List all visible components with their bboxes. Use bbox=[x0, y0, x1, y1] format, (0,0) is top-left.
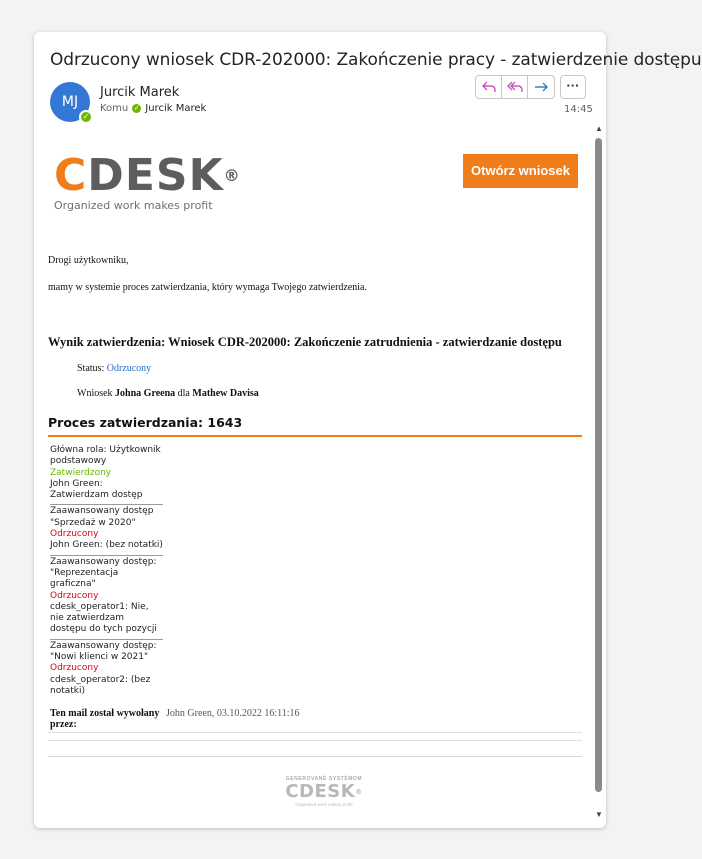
request-for: Mathew Davisa bbox=[192, 388, 259, 399]
divider bbox=[48, 756, 582, 757]
status-label: Status: bbox=[77, 363, 105, 374]
open-request-button[interactable]: Otwórz wniosek bbox=[463, 154, 578, 188]
logo-tagline: Organized work makes profit bbox=[54, 199, 213, 212]
reply-all-button[interactable] bbox=[502, 76, 528, 98]
to-label: Komu bbox=[100, 103, 129, 114]
recipient-row bbox=[100, 103, 206, 114]
sender-name[interactable]: Jurcik Marek bbox=[100, 85, 180, 100]
approval-step: Zaawansowany dostęp: "Reprezentacja graficzna" Odrzucony cdesk_operator1: Nie, nie zatwierdzam dostępu do tych pozycji bbox=[50, 556, 163, 640]
divider bbox=[48, 740, 582, 741]
scrollbar-thumb[interactable] bbox=[595, 138, 602, 792]
process-title: Proces zatwierdzania: 1643 bbox=[48, 415, 243, 430]
approval-step: Zaawansowany dostęp: "Nowi klienci w 2021" Odrzucony cdesk_operator2: (bez notatki) bbox=[50, 640, 163, 700]
forward-button[interactable] bbox=[528, 76, 554, 98]
request-from: Johna Greena bbox=[115, 388, 176, 399]
step-state: Odrzucony bbox=[50, 529, 99, 540]
message-card bbox=[34, 32, 702, 828]
approval-steps bbox=[50, 444, 163, 700]
message-time: 14:45 bbox=[564, 104, 593, 115]
reply-button[interactable] bbox=[476, 76, 502, 98]
scroll-down-arrow-icon[interactable]: ▼ bbox=[595, 810, 603, 819]
approval-step: Zaawansowany dostęp "Sprzedaż w 2020" Odrzucony John Green: (bez notatki) bbox=[50, 505, 163, 555]
presence-available-icon: ✓ bbox=[79, 110, 93, 124]
scroll-up-arrow-icon[interactable]: ▲ bbox=[595, 124, 603, 133]
step-state: Odrzucony bbox=[50, 663, 99, 674]
step-state: Odrzucony bbox=[50, 590, 99, 601]
triggered-by-label: Ten mail został wywołany przez: bbox=[50, 708, 160, 730]
triggered-by-value: John Green, 03.10.2022 16:11:16 bbox=[166, 708, 300, 719]
recipient-presence-icon: ✓ bbox=[133, 104, 140, 112]
message-subject: Odrzucony wniosek CDR-202000: Zakończenie pracy - zatwierdzenie dostępu bbox=[50, 50, 702, 70]
reply-all-icon bbox=[507, 81, 523, 93]
greeting-text: Drogi użytkowniku, bbox=[48, 255, 129, 266]
more-icon: ··· bbox=[566, 78, 580, 93]
vertical-scrollbar[interactable] bbox=[594, 124, 604, 824]
recipient-name[interactable]: Jurcik Marek bbox=[145, 103, 207, 114]
intro-text: mamy w systemie proces zatwierdzania, który wymaga Twojego zatwierdzenia. bbox=[48, 282, 367, 293]
status-value: Odrzucony bbox=[106, 363, 152, 374]
result-title: Wynik zatwierdzenia: Wniosek CDR-202000: Zakończenie zatrudnienia - zatwierdzanie dostępu bbox=[48, 335, 562, 349]
footer-logo: GENEROVANÉ SYSTÉMOM CDESK® Organized work makes profit bbox=[285, 776, 363, 807]
divider bbox=[48, 732, 582, 733]
forward-icon bbox=[534, 81, 548, 93]
more-actions-button[interactable] bbox=[560, 75, 586, 99]
approval-step: Główna rola: Użytkownik podstawowy Zatwierdzony John Green: Zatwierdzam dostęp bbox=[50, 444, 163, 505]
sender-avatar[interactable]: MJ bbox=[50, 82, 90, 122]
message-actions bbox=[475, 75, 555, 99]
status-line bbox=[77, 363, 151, 374]
step-state: Zatwierdzony bbox=[50, 467, 112, 478]
cdesk-logo: CDESK® Organized work makes profit bbox=[54, 150, 241, 212]
reply-icon bbox=[482, 81, 496, 93]
request-line: Wniosek Johna Greena dla Mathew Davisa bbox=[77, 388, 259, 399]
process-divider bbox=[48, 435, 582, 437]
